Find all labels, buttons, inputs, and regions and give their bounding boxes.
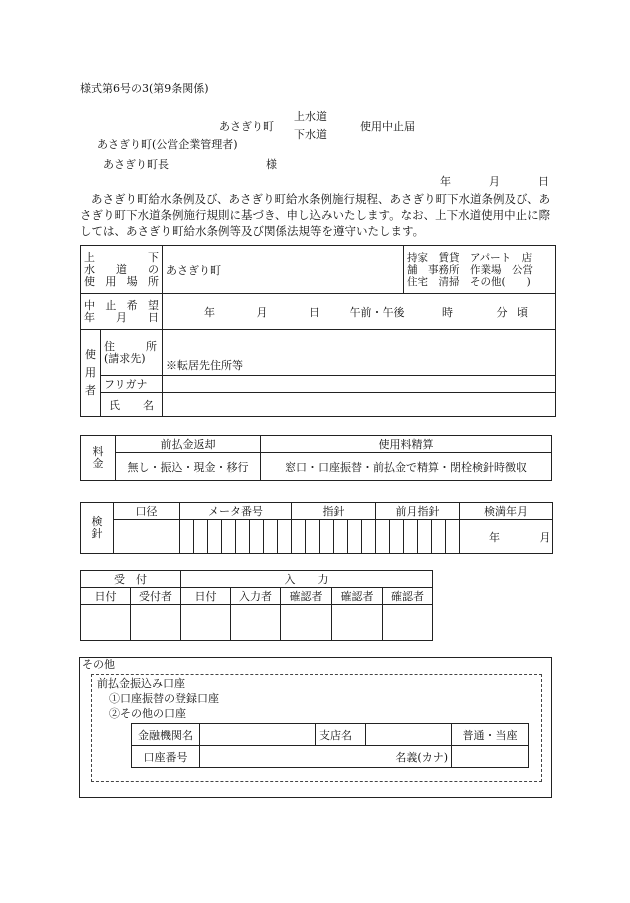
- title-water-upper: 上水道: [294, 110, 327, 123]
- previous-reading-digit[interactable]: [404, 520, 418, 554]
- stop-date-row: [81, 294, 556, 330]
- stop-date-fields[interactable]: [163, 294, 556, 330]
- input-date-cell[interactable]: [181, 605, 231, 641]
- addressee-honorific: 様: [266, 158, 277, 171]
- expiry-field[interactable]: [460, 520, 553, 554]
- stop-approx: 頃: [517, 305, 528, 319]
- account-type-options[interactable]: 普通・当座: [452, 724, 529, 746]
- prepayment-return-options[interactable]: 無し・振込・現金・移行: [116, 453, 261, 481]
- previous-reading-header: 前月指針: [376, 503, 460, 520]
- reading-header: 指針: [292, 503, 376, 520]
- fee-label: [81, 436, 116, 481]
- refund-account-title: 前払金振込み口座: [97, 677, 185, 690]
- place-label-3: 使用場所: [84, 274, 159, 288]
- name-label: 氏名: [101, 393, 163, 417]
- fee-label-1: 料: [92, 445, 104, 458]
- account-holder-label: 名義(カナ): [316, 746, 452, 768]
- meter-label-2: 針: [91, 527, 103, 540]
- place-value[interactable]: あさぎり町: [163, 246, 404, 294]
- reading-digit[interactable]: [362, 520, 376, 554]
- reading-digit[interactable]: [292, 520, 306, 554]
- usage-types[interactable]: [404, 246, 556, 294]
- address-row: [81, 330, 556, 376]
- reading-digit[interactable]: [348, 520, 362, 554]
- place-label-2: 水道の: [84, 262, 159, 276]
- place-row: [81, 246, 556, 294]
- option-registered-account[interactable]: ①口座振替の登録口座: [109, 692, 219, 705]
- branch-name-label: 支店名: [316, 724, 366, 746]
- previous-reading-digit[interactable]: [432, 520, 446, 554]
- usage-types-2: 舗 事務所 作業場 公営: [407, 263, 533, 276]
- checker-cell-2[interactable]: [332, 605, 383, 641]
- furigana-row: [81, 376, 556, 393]
- date-year[interactable]: 年: [440, 175, 451, 188]
- meter-digit[interactable]: [264, 520, 278, 554]
- branch-name-field[interactable]: [366, 724, 452, 746]
- previous-reading-digit[interactable]: [390, 520, 404, 554]
- checker-cell-1[interactable]: [281, 605, 332, 641]
- stop-label-2: 年月日: [84, 310, 159, 324]
- meter-digit[interactable]: [180, 520, 194, 554]
- bank-name-field[interactable]: [200, 724, 316, 746]
- date-day[interactable]: 日: [538, 175, 549, 188]
- input-person-cell[interactable]: [231, 605, 281, 641]
- user-label-1: 使: [85, 348, 96, 361]
- expiry-month: 月: [539, 530, 551, 544]
- user-label: [81, 330, 101, 417]
- input-group-header: 入 力: [181, 571, 433, 588]
- meter-digit[interactable]: [236, 520, 250, 554]
- name-row: [81, 393, 556, 417]
- bank-account-table: [131, 723, 529, 768]
- account-number-label: 口座番号: [132, 746, 200, 768]
- stop-day: 日: [309, 305, 320, 319]
- stop-month: 月: [256, 305, 268, 319]
- usage-fee-settlement-options[interactable]: 窓口・口座振替・前払金で精算・閉栓検針時徴収: [261, 453, 552, 481]
- furigana-label: フリガナ: [101, 376, 163, 393]
- address-sub-label: (請求先): [104, 351, 146, 365]
- checker-header-3: 確認者: [383, 588, 433, 605]
- caliber-header: 口径: [114, 503, 180, 520]
- expiry-year: 年: [489, 530, 501, 544]
- meter-digit[interactable]: [208, 520, 222, 554]
- intro-paragraph: あさぎり町給水条例及び、あさぎり町給水条例施行規程、あさぎり町下水道条例及び、あさぎり町下水道条例施行規則に基づき、申し込みいたします。なお、上下水道使用中止に際しては、あさぎり町給水条例等及び関係法規等を遵守いたします。: [80, 192, 551, 238]
- receipt-group-header: 受 付: [81, 571, 181, 588]
- user-label-3: 者: [85, 384, 96, 397]
- furigana-field[interactable]: [163, 376, 556, 393]
- meter-label: [81, 503, 114, 554]
- meter-digit[interactable]: [278, 520, 292, 554]
- meter-digit[interactable]: [194, 520, 208, 554]
- form-number: 様式第6号の3(第9条関係): [80, 82, 209, 95]
- caliber-field[interactable]: [114, 520, 180, 554]
- meter-digit[interactable]: [222, 520, 236, 554]
- fee-label-2: 金: [92, 457, 104, 470]
- stop-date-label: [81, 294, 163, 330]
- other-heading: その他: [82, 658, 115, 671]
- stop-hour: 時: [442, 305, 453, 319]
- addressee-line1: あさぎり町(公営企業管理者): [97, 138, 238, 151]
- option-other-account[interactable]: ②その他の口座: [109, 707, 186, 720]
- address-note: ※転居先住所等: [166, 359, 243, 372]
- receiver-header: 受付者: [131, 588, 181, 605]
- stop-year: 年: [204, 305, 215, 319]
- input-person-header: 入力者: [231, 588, 281, 605]
- reading-digit[interactable]: [320, 520, 334, 554]
- receipt-date-cell[interactable]: [81, 605, 131, 641]
- previous-reading-digit[interactable]: [376, 520, 390, 554]
- address-label: [101, 330, 163, 376]
- address-label-text: 住所: [104, 339, 157, 353]
- place-label-1: 上下: [84, 250, 159, 264]
- receipt-date-header: 日付: [81, 588, 131, 605]
- account-holder-field[interactable]: [452, 746, 529, 768]
- address-field[interactable]: [163, 330, 556, 376]
- user-label-2: 用: [85, 366, 96, 379]
- addressee-line2: あさぎり町長: [103, 158, 169, 171]
- usage-types-1: 持家 賃貸 アパート 店: [407, 251, 533, 264]
- meter-digit[interactable]: [250, 520, 264, 554]
- account-number-field[interactable]: [200, 746, 316, 768]
- checker-header-2: 確認者: [332, 588, 383, 605]
- receiver-cell[interactable]: [131, 605, 181, 641]
- name-field[interactable]: [163, 393, 556, 417]
- checker-cell-3[interactable]: [383, 605, 433, 641]
- stop-label-1: 中止希望: [84, 298, 159, 312]
- stop-minute: 分: [496, 305, 508, 319]
- input-date-header: 日付: [181, 588, 231, 605]
- reading-digit[interactable]: [306, 520, 320, 554]
- previous-reading-digit[interactable]: [418, 520, 432, 554]
- meter-table: [80, 502, 553, 554]
- fee-table: [80, 435, 552, 481]
- usage-types-3: 住宅 清掃 その他( ): [407, 275, 531, 288]
- document-title: 使用中止届: [360, 120, 415, 133]
- title-water-lower: 下水道: [294, 128, 327, 141]
- application-table: [80, 245, 556, 417]
- prepayment-return-header: 前払金返却: [116, 436, 261, 453]
- bank-name-label: 金融機関名: [132, 724, 200, 746]
- expiry-header: 検満年月: [460, 503, 553, 520]
- previous-reading-digit[interactable]: [446, 520, 460, 554]
- meter-number-header: メータ番号: [180, 503, 292, 520]
- meter-label-1: 検: [91, 515, 103, 528]
- date-month[interactable]: 月: [489, 175, 500, 188]
- stop-ampm: 午前・午後: [349, 305, 405, 319]
- receipt-table: [80, 570, 433, 641]
- reading-digit[interactable]: [334, 520, 348, 554]
- title-town: あさぎり町: [219, 120, 274, 133]
- checker-header-1: 確認者: [281, 588, 332, 605]
- place-label: [81, 246, 163, 294]
- usage-fee-settlement-header: 使用料精算: [261, 436, 552, 453]
